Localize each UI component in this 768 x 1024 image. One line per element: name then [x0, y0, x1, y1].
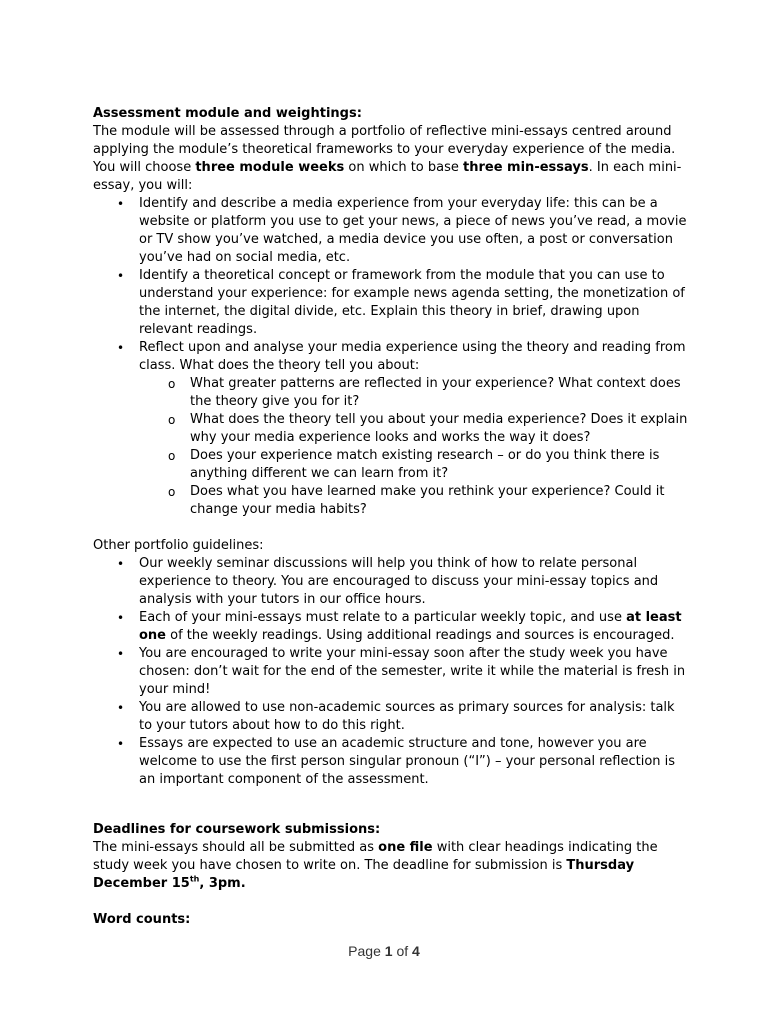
bullet-icon: • [117, 701, 125, 715]
bullet-icon: • [117, 269, 125, 283]
list-item [93, 267, 688, 339]
list-item [93, 195, 688, 267]
intro-bold-1: three module weeks [195, 160, 345, 175]
list-item-text: You are encouraged to write your mini-essay soon after the study week you have chosen: don’t wait for the end of the semester, write it while the material is fresh in your mind! [139, 646, 686, 697]
list-item-text: Essays are expected to use an academic structure and tone, however you are welcome to use the first person singular pronoun (“I”) – your personal reflection is an important component of the assessment. [139, 736, 676, 787]
document-page [93, 105, 688, 929]
deadlines-heading: Deadlines for coursework submissions: [93, 822, 381, 837]
spacer [93, 789, 688, 821]
page-of-label: of [392, 943, 413, 959]
assessment-intro [93, 123, 688, 195]
list-item [93, 609, 688, 645]
bullet-icon: • [117, 647, 125, 661]
deadline-text-1: The mini-essays should all be submitted as [93, 840, 379, 855]
sub-list-item-text: Does your experience match existing research – or do you think there is anything different we can learn from it? [190, 448, 660, 481]
page-footer [0, 943, 768, 959]
list-item [93, 555, 688, 609]
sub-list-item-text: What greater patterns are reflected in your experience? What context does the theory give you for it? [190, 376, 681, 409]
intro-text-3: . In each mini-essay, you will: [93, 160, 682, 193]
list-item-text: Identify a theoretical concept or framework from the module that you can use to understand your experience: for example news agenda setting, the monetization of the internet, the digital divide, etc. Explain this theory in brief, drawing upon relevant readings. [139, 268, 685, 337]
intro-text-1: The module will be assessed through a portfolio of reflective mini-essays centred around applying the module’s theoretical frameworks to your everyday experience of the media. You will choose [93, 124, 676, 175]
deadline-time: , 3pm. [199, 876, 246, 891]
bullet-icon: • [117, 611, 125, 625]
sub-list-item [93, 411, 688, 447]
circle-bullet-icon: o [168, 377, 176, 391]
spacer [93, 893, 688, 911]
list-item-text: You are allowed to use non-academic sources as primary sources for analysis: talk to your tutors about how to do this right. [139, 700, 675, 733]
assessment-heading: Assessment module and weightings: [93, 106, 362, 121]
circle-bullet-icon: o [168, 413, 176, 427]
list-item [93, 339, 688, 519]
sub-list-item [93, 483, 688, 519]
bullet-icon: • [117, 197, 125, 211]
sub-bullet-list [139, 375, 688, 519]
spacer [93, 519, 688, 537]
bullet-icon: • [117, 341, 125, 355]
list-item [93, 699, 688, 735]
sub-list-item [93, 447, 688, 483]
circle-bullet-icon: o [168, 449, 176, 463]
sub-list-item-text: What does the theory tell you about your media experience? Does it explain why your media experience looks and works the way it does? [190, 412, 688, 445]
sub-list-item-text: Does what you have learned make you rethink your experience? Could it change your media habits? [190, 484, 665, 517]
guideline-text-post: of the weekly readings. Using additional readings and sources is encouraged. [166, 628, 675, 643]
list-item-text: Identify and describe a media experience from your everyday life: this can be a website or platform you use to get your news, a piece of news you’ve read, a movie or TV show you’ve watched, a media device you use often, a post or conversation you’ve had on social media, etc. [139, 196, 687, 265]
circle-bullet-icon: o [168, 485, 176, 499]
list-item [93, 735, 688, 789]
sub-list-item [93, 375, 688, 411]
bullet-icon: • [117, 557, 125, 571]
list-item-text [139, 610, 682, 643]
bullet-icon: • [117, 737, 125, 751]
guidelines-heading: Other portfolio guidelines: [93, 538, 264, 553]
deadline-text-2: with clear headings indicating the study week you have chosen to write on. The deadline for submission is [93, 840, 658, 873]
list-item [93, 645, 688, 699]
deadlines-text [93, 839, 688, 893]
list-item-text: Our weekly seminar discussions will help you think of how to relate personal experience to theory. You are encouraged to discuss your mini-essay topics and analysis with your tutors in our office hours. [139, 556, 659, 607]
deadline-date-text: Thursday December 15 [93, 858, 635, 891]
page-total: 4 [412, 943, 420, 959]
page-label: Page [348, 943, 385, 959]
guidelines-bullet-list [93, 555, 688, 789]
intro-bold-2: three min-essays [463, 160, 589, 175]
wordcounts-heading: Word counts: [93, 912, 191, 927]
deadline-date-suffix: th [189, 874, 200, 884]
list-item-text: Reflect upon and analyse your media experience using the theory and reading from class. What does the theory tell you about: [139, 340, 686, 373]
assessment-bullet-list [93, 195, 688, 519]
intro-text-2: on which to base [344, 160, 464, 175]
guideline-text-bold: at least one [139, 610, 682, 643]
page-number: 1 [384, 943, 393, 959]
guideline-text-pre: Each of your mini-essays must relate to a particular weekly topic, and use [139, 610, 627, 625]
deadline-bold-1: one file [378, 840, 433, 855]
